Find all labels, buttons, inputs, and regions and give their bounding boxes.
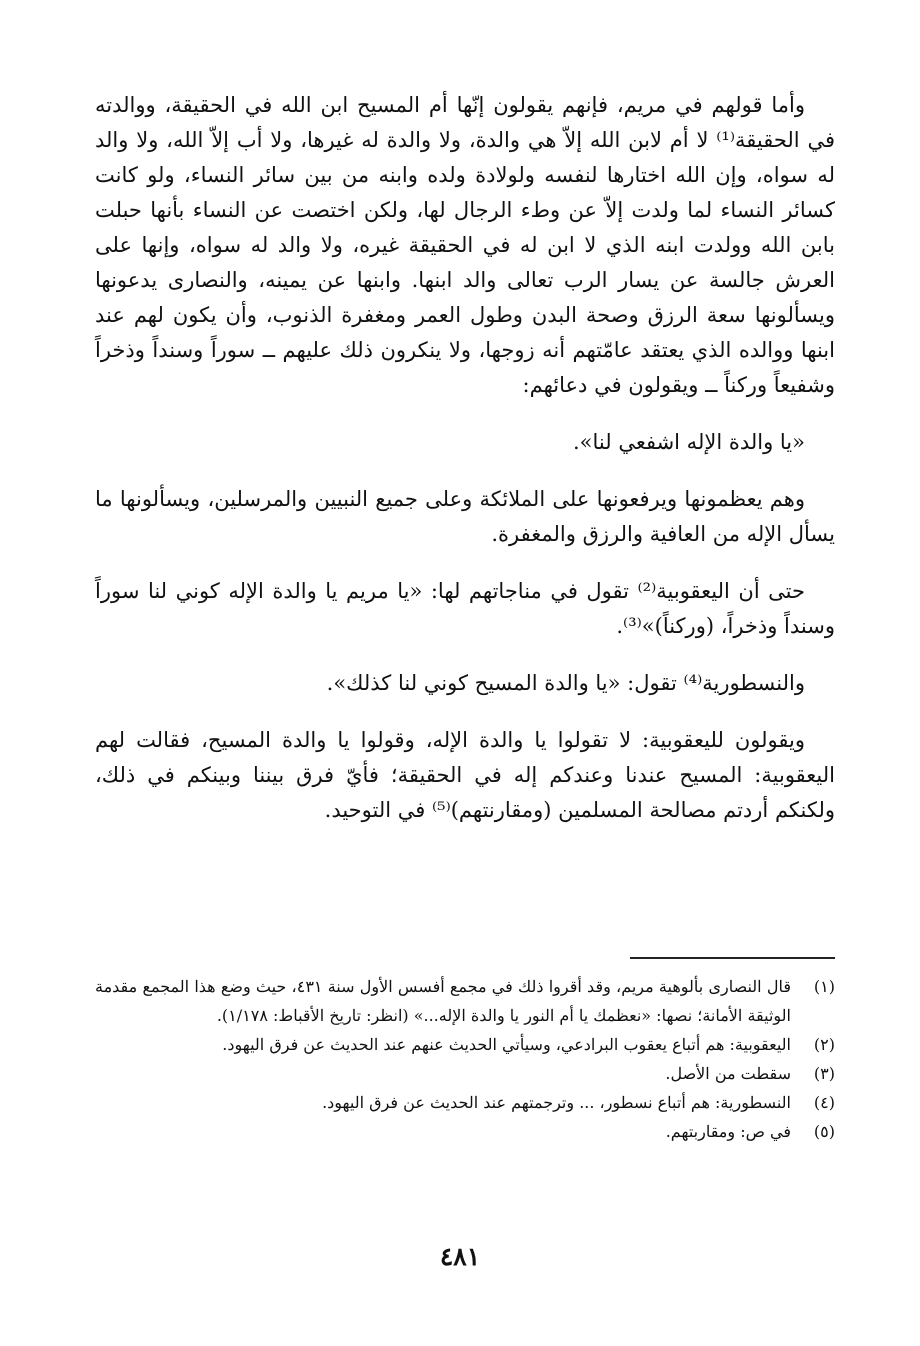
- footnote-1: [95, 972, 835, 1030]
- footnote-text: سقطت من الأصل.: [665, 1064, 791, 1083]
- footnote-text: في ص: ومقاربتهم.: [665, 1122, 791, 1141]
- main-text: [95, 88, 835, 828]
- footnote-separator: [630, 957, 835, 959]
- footnote-number: (٤): [813, 1093, 835, 1112]
- footnote-3: [95, 1059, 835, 1088]
- footnote-2: [95, 1030, 835, 1059]
- footnote-number: (١): [813, 977, 835, 996]
- footnote-number: (٣): [813, 1064, 835, 1083]
- footnote-number: (٥): [813, 1122, 835, 1141]
- paragraph-4: حتى أن اليعقوبية⁽²⁾ تقول في مناجاتهم لها: «يا مريم يا والدة الإله كوني لنا سوراً وسنداً وذخراً، (وركناً)»⁽³⁾.: [95, 579, 835, 638]
- paragraph-2-quote: «يا والدة الإله اشفعي لنا».: [572, 430, 805, 454]
- paragraph-5: والنسطورية⁽⁴⁾ تقول: «يا والدة المسيح كوني لنا كذلك».: [326, 671, 805, 695]
- footnote-4: [95, 1088, 835, 1117]
- paragraph-3: وهم يعظمونها ويرفعونها على الملائكة وعلى جميع النبيين والمرسلين، ويسألونها ما يسأل الإله من العافية والرزق والمغفرة.: [95, 487, 835, 546]
- footnote-text: قال النصارى بألوهية مريم، وقد أقروا ذلك في مجمع أفسس الأول سنة ٤٣١، حيث وضع هذا المجمع مقدمة الوثيقة الأمانة؛ نصها: «نعظمك يا أم النور يا والدة الإله...» (انظر: تاريخ الأقباط: ١/١٧٨).: [95, 977, 791, 1025]
- footnote-5: [95, 1117, 835, 1146]
- footnotes: [95, 972, 835, 1146]
- paragraph-6: ويقولون لليعقوبية: لا تقولوا يا والدة الإله، وقولوا يا والدة المسيح، فقالت لهم اليعقوبية: المسيح عندنا وعندكم إله في الحقيقة؛ فأيّ فرق بيننا وبينكم في ذلك، ولكنكم أردتم مصالحة المسلمين (ومقارنتهم)⁽⁵⁾ في التوحيد.: [95, 728, 835, 822]
- footnote-text: النسطورية: هم أتباع نسطور، ... وترجمتهم عند الحديث عن فرق اليهود.: [322, 1093, 791, 1112]
- footnote-text: اليعقوبية: هم أتباع يعقوب البرادعي، وسيأتي الحديث عنهم عند الحديث عن فرق اليهود.: [222, 1035, 791, 1054]
- page-number: ٤٨١: [439, 1242, 481, 1271]
- footnote-number: (٢): [813, 1035, 835, 1054]
- paragraph-1: وأما قولهم في مريم، فإنهم يقولون إنّها أم المسيح ابن الله في الحقيقة، ووالدته في الحقيقة⁽¹⁾ لا أم لابن الله إلاّ هي والدة، ولا والدة له غيرها، ولا أب إلاّ الله، ولا والد له سواه، وإن الله اختارها لنفسه ولولادة ولده وابنه من بين سائر النساء، ولو كانت كسائر النساء لما ولدت إلاّ عن وطء الرجال لها، ولكن اختصت عن النساء بأنها حبلت بابن الله وولدت ابنه الذي لا ابن له في الحقيقة غيره، ولا والد له سواه، وإنها على العرش جالسة عن يسار الرب تعالى والد ابنها. وابنها عن يمينه، والنصارى يدعونها ويسألونها سعة الرزق وصحة البدن وطول العمر ومغفرة الذنوب، وأن يكون لهم عند ابنها ووالده الذي يعتقد عامّتهم أنه زوجها، ولا ينكرون ذلك عليهم ــ سوراً وسنداً وذخراً وشفيعاً وركناً ــ ويقولون في دعائهم:: [95, 93, 835, 397]
